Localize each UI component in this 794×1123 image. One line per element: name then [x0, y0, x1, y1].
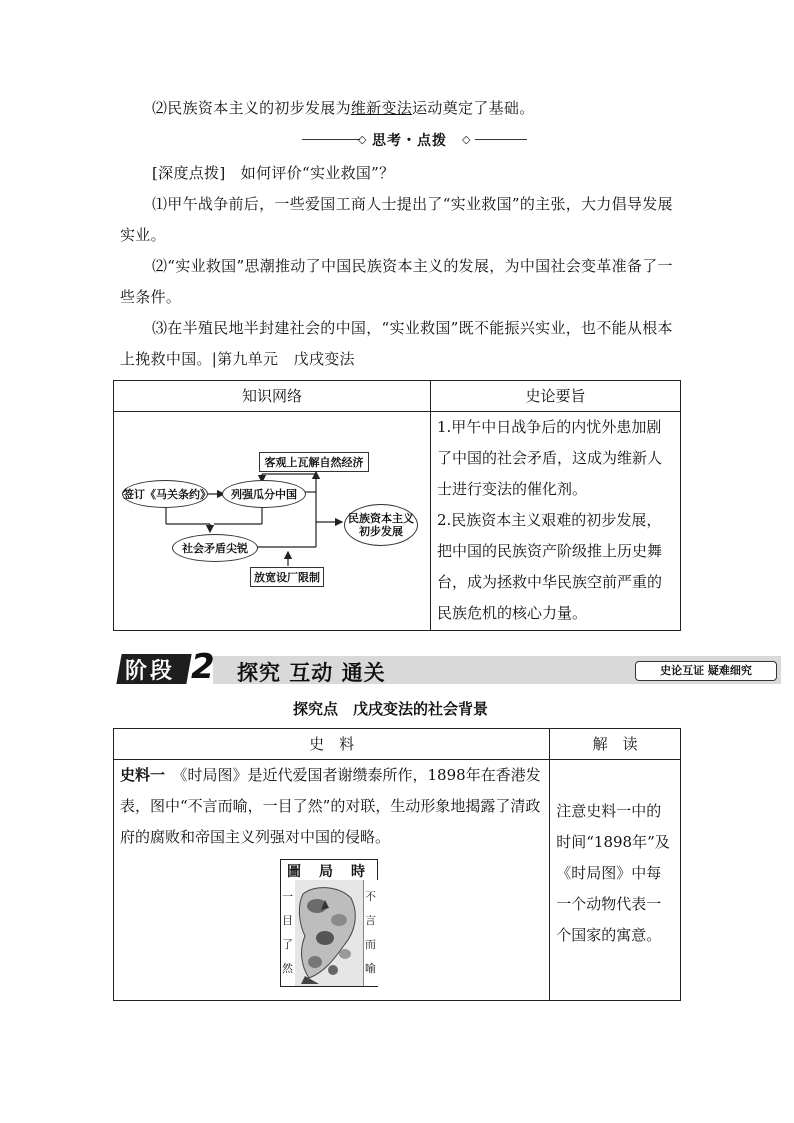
- map-illustration: [295, 880, 363, 986]
- diamond-icon: ◇: [358, 133, 367, 146]
- header-interpretation: 解 读: [550, 729, 681, 760]
- stage-label: 阶段: [125, 659, 176, 684]
- couplet-char: 不: [365, 890, 376, 903]
- couplet-char: 目: [282, 914, 293, 927]
- image-title-char: 圖: [287, 864, 301, 880]
- interpretation-text: 注意史料一中的时间“1898年”及《时局图》中每一个动物代表一个国家的寓意。: [556, 802, 670, 944]
- right-couplet: [363, 880, 378, 986]
- couplet-char: 了: [282, 938, 293, 951]
- intro-text: ⑵民族资本主义的初步发展为: [152, 99, 351, 117]
- deep-paragraph-2: ⑵“实业救国”思潮推动了中国民族资本主义的发展，为中国社会变革准备了一些条件。: [120, 257, 673, 306]
- key-points-cell: [431, 412, 681, 631]
- node-treaty: 签订《马关条约》: [122, 480, 208, 508]
- deep-paragraph-1: ⑴甲午战争前后，一些爱国工商人士提出了“实业救国”的主张，大力倡导发展实业。: [120, 195, 673, 244]
- stage-number: 2: [191, 647, 215, 687]
- underlined-term: 维新变法: [350, 99, 413, 117]
- image-title-char: 局: [319, 864, 333, 880]
- left-couplet: [281, 880, 296, 986]
- intro-line: [152, 93, 535, 124]
- node-capitalism: 民族资本主义初步发展: [344, 504, 418, 546]
- source-table: [113, 728, 681, 1001]
- stage-banner: [113, 647, 781, 688]
- header-knowledge-network: 知识网络: [114, 381, 431, 412]
- interpretation-cell: [550, 760, 681, 1001]
- source-cell: [114, 760, 550, 1001]
- diagram-cell: [114, 412, 431, 631]
- couplet-char: 一: [282, 890, 293, 903]
- header-key-points: 史论要旨: [431, 381, 681, 412]
- header-source: 史 料: [114, 729, 550, 760]
- key-point-1: 1.甲午中日战争后的内忧外患加剧了中国的社会矛盾，这成为维新人士进行变法的催化剂。: [437, 418, 663, 498]
- explore-title: 探究点 戊戌变法的社会背景: [293, 700, 489, 718]
- shijutu-image: [280, 859, 378, 987]
- source-label: 史料一: [120, 766, 166, 784]
- node-partition: 列强瓜分中国: [222, 480, 306, 508]
- couplet-char: 然: [282, 962, 293, 975]
- source-paragraph: [114, 760, 549, 853]
- couplet-char: 喻: [365, 962, 376, 975]
- deep-paragraph-3: ⑶在半殖民地半封建社会的中国，“实业救国”既不能振兴实业，也不能从根本上挽救中国。|第九单元 戊戌变法: [120, 319, 673, 368]
- node-social-conflict: 社会矛盾尖锐: [172, 534, 258, 562]
- think-header-label: 思考・点拨: [372, 133, 447, 149]
- couplet-char: 而: [365, 938, 376, 951]
- source-text: 《时局图》是近代爱国者谢缵泰所作，1898年在香港发表，图中“不言而喻，一目了然”的对联，生动形象地揭露了清政府的腐败和帝国主义列强对中国的侵略。: [120, 766, 541, 846]
- divider-right: [475, 139, 527, 140]
- banner-title: 探究 互动 通关: [237, 660, 386, 685]
- intro-text-end: 运动奠定了基础。: [412, 99, 535, 117]
- diamond-icon: ◇: [462, 133, 471, 146]
- node-natural-economy: 客观上瓦解自然经济: [259, 452, 369, 472]
- node-factory-restriction: 放宽设厂限制: [250, 567, 324, 587]
- deep-title: [深度点拨] 如何评价“实业救国”？: [152, 164, 395, 182]
- divider-left: [302, 139, 360, 140]
- image-title-char: 時: [351, 864, 365, 880]
- key-point-2: 2.民族资本主义艰难的初步发展，把中国的民族资产阶级推上历史舞台，成为拯救中华民族空前严重的民族危机的核心力量。: [437, 511, 663, 622]
- image-title-bar: [281, 860, 377, 881]
- think-header: [302, 130, 527, 150]
- banner-tag: 史论互证 疑难细究: [635, 661, 777, 681]
- knowledge-diagram: [114, 412, 430, 630]
- couplet-char: 言: [365, 914, 376, 927]
- knowledge-table: [113, 380, 681, 631]
